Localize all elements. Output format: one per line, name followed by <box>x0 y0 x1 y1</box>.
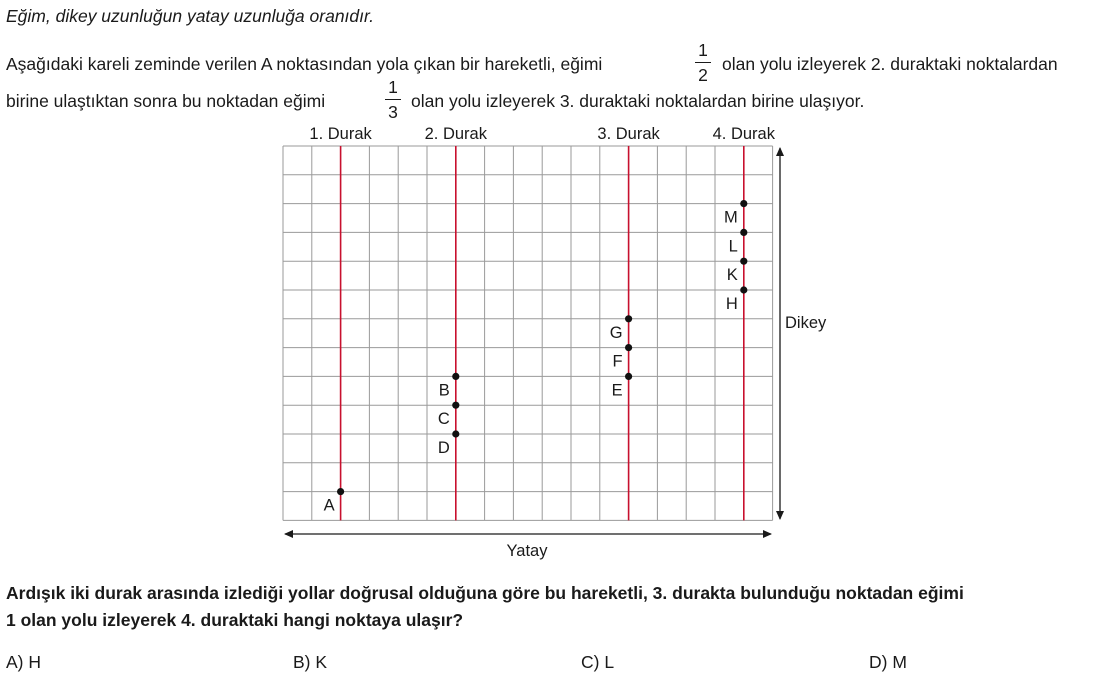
point-l <box>740 229 747 236</box>
intro-line1-start: Aşağıdaki kareli zeminde verilen A noktasından yola çıkan bir hareketli, eğimi <box>6 54 603 74</box>
option-letter: A) <box>6 652 24 672</box>
point-label-k: K <box>726 266 738 285</box>
option-c[interactable] <box>581 652 614 673</box>
point-label-l: L <box>728 237 738 256</box>
ylabel: Dikey <box>785 314 827 332</box>
point-e <box>625 373 632 380</box>
option-letter: C) <box>581 652 600 672</box>
point-g <box>625 315 632 322</box>
point-label-c: C <box>437 410 450 429</box>
slope-2-numerator: 1 <box>388 77 398 97</box>
option-a[interactable] <box>6 652 41 673</box>
option-d[interactable] <box>869 652 907 673</box>
option-text: H <box>28 652 42 672</box>
point-k <box>740 258 747 265</box>
option-text: K <box>315 652 328 672</box>
stop-label-3: 3. Durak <box>597 125 660 143</box>
slope-1-denominator: 2 <box>698 65 708 86</box>
xlabel: Yatay <box>506 542 548 560</box>
point-a <box>337 488 344 495</box>
point-h <box>740 286 747 293</box>
option-text: L <box>604 652 615 672</box>
grid <box>283 146 773 520</box>
stop-label-1: 1. Durak <box>309 125 372 143</box>
point-m <box>740 200 747 207</box>
axes <box>285 148 827 560</box>
point-label-g: G <box>609 323 623 342</box>
slope-1-numerator: 1 <box>698 40 708 60</box>
point-label-b: B <box>438 381 450 400</box>
option-letter: D) <box>869 652 888 672</box>
option-letter: B) <box>293 652 311 672</box>
point-label-d: D <box>437 439 450 457</box>
intro-line1-end: olan yolu izleyerek 2. duraktaki noktalardan <box>722 54 1058 74</box>
point-c <box>452 402 459 409</box>
option-b[interactable] <box>293 652 327 673</box>
intro-line2-start: birine ulaştıktan sonra bu noktadan eğimi <box>6 91 326 111</box>
point-f <box>625 344 632 351</box>
definition-text: Eğim, dikey uzunluğun yatay uzunluğa oranıdır. <box>6 6 375 26</box>
point-d <box>452 430 459 437</box>
stop-label-2: 2. Durak <box>424 125 487 143</box>
point-label-f: F <box>612 352 623 371</box>
point-b <box>452 373 459 380</box>
slope-2-denominator: 3 <box>388 102 398 123</box>
point-label-e: E <box>611 381 623 400</box>
question-line2: 1 olan yolu izleyerek 4. duraktaki hangi noktaya ulaşır? <box>6 610 464 630</box>
option-text: M <box>892 652 907 672</box>
point-label-a: A <box>323 496 335 515</box>
point-label-m: M <box>724 208 738 227</box>
question-line1: Ardışık iki durak arasında izlediği yollar doğrusal olduğuna göre bu hareketli, 3. durakta bulunduğu noktadan eğimi <box>6 583 964 603</box>
stop-label-4: 4. Durak <box>712 125 775 143</box>
points <box>324 200 748 515</box>
point-label-h: H <box>725 295 738 313</box>
intro-line2-end: olan yolu izleyerek 3. duraktaki noktalardan birine ulaşıyor. <box>411 91 865 111</box>
